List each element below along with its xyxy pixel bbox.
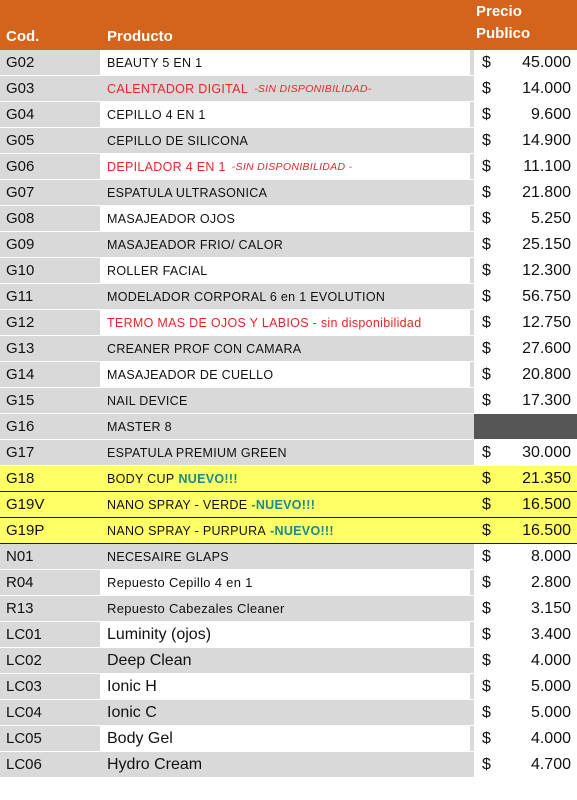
price-value: 14.900 <box>522 131 571 149</box>
new-badge: NUEVO!!! <box>178 471 238 486</box>
product-name: CALENTADOR DIGITAL <box>107 81 249 96</box>
currency-symbol: $ <box>482 755 491 773</box>
price-value: 4.000 <box>530 729 571 747</box>
price-cell <box>474 570 577 595</box>
product-code: LC05 <box>6 730 42 747</box>
currency-symbol: $ <box>482 261 491 279</box>
product-code: LC01 <box>6 626 42 643</box>
product-name: NANO SPRAY - PURPURA <box>107 523 267 538</box>
product-name-cell <box>100 648 470 673</box>
product-name-cell <box>100 50 470 75</box>
currency-symbol: $ <box>482 495 491 513</box>
availability-note: -SIN DISPONIBILIDAD - <box>231 160 353 173</box>
table-header <box>0 0 577 50</box>
product-name-cell <box>100 544 470 569</box>
price-value: 14.000 <box>522 79 571 97</box>
product-name: ROLLER FACIAL <box>107 263 208 278</box>
product-code: G08 <box>6 210 35 227</box>
price-cell <box>474 440 577 465</box>
price-cell <box>474 258 577 283</box>
product-name: Body Gel <box>107 729 173 747</box>
price-cell <box>474 518 577 543</box>
product-code: G15 <box>6 392 35 409</box>
currency-symbol: $ <box>482 469 491 487</box>
new-badge: -NUEVO!!! <box>251 497 316 512</box>
price-value: 3.400 <box>530 625 571 643</box>
table-row <box>0 336 577 362</box>
product-code: G10 <box>6 262 35 279</box>
product-name-cell <box>100 362 470 387</box>
currency-symbol: $ <box>482 235 491 253</box>
price-value: 12.300 <box>522 261 571 279</box>
currency-symbol: $ <box>482 183 491 201</box>
price-value: 45.000 <box>522 53 571 71</box>
product-name-cell <box>100 388 470 413</box>
price-value: 30.000 <box>522 443 571 461</box>
table-row <box>0 622 577 648</box>
currency-symbol: $ <box>482 391 491 409</box>
currency-symbol: $ <box>482 365 491 383</box>
product-name-cell <box>100 570 470 595</box>
product-name-cell <box>100 206 470 231</box>
price-cell <box>474 50 577 75</box>
currency-symbol: $ <box>482 53 491 71</box>
product-name-cell <box>100 596 470 621</box>
price-value: 16.500 <box>522 495 571 513</box>
price-cell <box>474 622 577 647</box>
product-name: TERMO MAS DE OJOS Y LABIOS - sin disponibilidad <box>107 315 422 330</box>
table-row <box>0 596 577 622</box>
product-name-cell <box>100 518 470 543</box>
price-cell <box>474 128 577 153</box>
product-code: LC06 <box>6 756 42 773</box>
price-cell <box>474 388 577 413</box>
table-row <box>0 180 577 206</box>
price-value: 27.600 <box>522 339 571 357</box>
product-name: BEAUTY 5 EN 1 <box>107 55 203 70</box>
price-cell <box>474 648 577 673</box>
price-cell <box>474 414 577 439</box>
product-name-cell <box>100 76 470 101</box>
price-value: 5.000 <box>530 703 571 721</box>
product-code: LC02 <box>6 652 42 669</box>
table-row <box>0 388 577 414</box>
product-name: CEPILLO 4 EN 1 <box>107 107 206 122</box>
price-value: 4.700 <box>530 755 571 773</box>
table-row <box>0 492 577 518</box>
product-code: G02 <box>6 54 35 71</box>
table-row <box>0 518 577 544</box>
price-value: 25.150 <box>522 235 571 253</box>
currency-symbol: $ <box>482 573 491 591</box>
price-cell <box>474 752 577 777</box>
price-value: 21.350 <box>522 469 571 487</box>
header-price-line2: Publico <box>476 25 531 42</box>
currency-symbol: $ <box>482 443 491 461</box>
price-cell <box>474 674 577 699</box>
table-row <box>0 310 577 336</box>
product-name: MASAJEADOR FRIO/ CALOR <box>107 237 284 252</box>
product-name-cell <box>100 752 470 777</box>
product-name-cell <box>100 466 470 491</box>
product-name: BODY CUP <box>107 471 175 486</box>
product-name: CEPILLO DE SILICONA <box>107 133 249 148</box>
product-code: G06 <box>6 158 35 175</box>
product-name: Repuesto Cepillo 4 en 1 <box>107 575 253 590</box>
product-name-cell <box>100 492 470 517</box>
product-name-cell <box>100 622 470 647</box>
product-code: G03 <box>6 80 35 97</box>
product-name: DEPILADOR 4 EN 1 <box>107 159 226 174</box>
table-row <box>0 700 577 726</box>
product-name: Hydro Cream <box>107 755 203 773</box>
price-cell <box>474 700 577 725</box>
product-code: R04 <box>6 574 34 591</box>
product-code: G16 <box>6 418 35 435</box>
product-code: G09 <box>6 236 35 253</box>
currency-symbol: $ <box>482 625 491 643</box>
product-name: Deep Clean <box>107 651 192 669</box>
product-name-cell <box>100 726 470 751</box>
price-cell <box>474 544 577 569</box>
table-row <box>0 752 577 778</box>
table-row <box>0 206 577 232</box>
price-cell <box>474 310 577 335</box>
product-name: Ionic C <box>107 703 157 721</box>
currency-symbol: $ <box>482 105 491 123</box>
product-name: MODELADOR CORPORAL 6 en 1 EVOLUTION <box>107 289 386 304</box>
table-row <box>0 544 577 570</box>
product-name: Luminity (ojos) <box>107 625 212 643</box>
product-name-cell <box>100 336 470 361</box>
price-value: 2.800 <box>530 573 571 591</box>
table-row <box>0 414 577 440</box>
currency-symbol: $ <box>482 703 491 721</box>
product-name-cell <box>100 284 470 309</box>
product-name: MASTER 8 <box>107 419 172 434</box>
product-name-cell <box>100 102 470 127</box>
product-name: NANO SPRAY - VERDE <box>107 497 248 512</box>
product-name-cell <box>100 128 470 153</box>
product-name-cell <box>100 180 470 205</box>
price-value: 4.000 <box>530 651 571 669</box>
price-cell <box>474 154 577 179</box>
table-row <box>0 648 577 674</box>
header-price-line1: Precio <box>476 3 522 20</box>
product-code: G19P <box>6 522 45 539</box>
table-row <box>0 128 577 154</box>
price-value: 12.750 <box>522 313 571 331</box>
price-value: 5.250 <box>530 209 571 227</box>
price-cell <box>474 284 577 309</box>
header-code: Cod. <box>6 28 40 45</box>
product-name: ESPATULA ULTRASONICA <box>107 185 268 200</box>
table-row <box>0 726 577 752</box>
product-name-cell <box>100 258 470 283</box>
currency-symbol: $ <box>482 209 491 227</box>
product-code: LC03 <box>6 678 42 695</box>
product-code: N01 <box>6 548 34 565</box>
product-name: Ionic H <box>107 677 157 695</box>
price-value: 8.000 <box>530 547 571 565</box>
table-row <box>0 440 577 466</box>
product-code: G07 <box>6 184 35 201</box>
product-code: G11 <box>6 288 34 305</box>
product-code: G12 <box>6 314 35 331</box>
product-code: R13 <box>6 600 34 617</box>
currency-symbol: $ <box>482 677 491 695</box>
currency-symbol: $ <box>482 313 491 331</box>
product-code: G04 <box>6 106 35 123</box>
product-name-cell <box>100 674 470 699</box>
product-code: G13 <box>6 340 35 357</box>
currency-symbol: $ <box>482 157 491 175</box>
price-cell <box>474 102 577 127</box>
price-cell <box>474 726 577 751</box>
price-value: 3.150 <box>530 599 571 617</box>
currency-symbol: $ <box>482 547 491 565</box>
table-body <box>0 50 577 778</box>
product-name-cell <box>100 440 470 465</box>
currency-symbol: $ <box>482 79 491 97</box>
currency-symbol: $ <box>482 599 491 617</box>
table-row <box>0 284 577 310</box>
price-cell <box>474 466 577 491</box>
product-name: NECESAIRE GLAPS <box>107 549 229 564</box>
product-code: G19V <box>6 496 45 513</box>
product-name-cell <box>100 310 470 335</box>
table-row <box>0 674 577 700</box>
price-cell <box>474 76 577 101</box>
table-row <box>0 50 577 76</box>
product-name: CREANER PROF CON CAMARA <box>107 341 302 356</box>
price-cell <box>474 336 577 361</box>
availability-note: -SIN DISPONIBILIDAD- <box>254 82 372 95</box>
product-code: G14 <box>6 366 35 383</box>
price-cell <box>474 232 577 257</box>
product-name: MASAJEADOR OJOS <box>107 211 236 226</box>
table-row <box>0 76 577 102</box>
product-code: G17 <box>6 444 35 461</box>
price-value: 21.800 <box>522 183 571 201</box>
table-row <box>0 466 577 492</box>
currency-symbol: $ <box>482 131 491 149</box>
price-value: 9.600 <box>530 105 571 123</box>
product-name: MASAJEADOR DE CUELLO <box>107 367 274 382</box>
header-price <box>476 1 530 45</box>
table-row <box>0 154 577 180</box>
table-row <box>0 258 577 284</box>
price-cell <box>474 362 577 387</box>
currency-symbol: $ <box>482 651 491 669</box>
price-value: 16.500 <box>522 521 571 539</box>
price-value: 56.750 <box>522 287 571 305</box>
product-name-cell <box>100 700 470 725</box>
table-row <box>0 362 577 388</box>
new-badge: -NUEVO!!! <box>270 523 334 538</box>
product-name: NAIL DEVICE <box>107 393 188 408</box>
price-value: 5.000 <box>530 677 571 695</box>
price-cell <box>474 596 577 621</box>
table-row <box>0 570 577 596</box>
product-name: Repuesto Cabezales Cleaner <box>107 601 285 616</box>
price-value: 20.800 <box>522 365 571 383</box>
product-name-cell <box>100 232 470 257</box>
product-name: ESPATULA PREMIUM GREEN <box>107 445 287 460</box>
product-code: LC04 <box>6 704 42 721</box>
price-cell <box>474 180 577 205</box>
currency-symbol: $ <box>482 287 491 305</box>
product-name-cell <box>100 414 470 439</box>
header-product: Producto <box>107 28 173 45</box>
table-row <box>0 102 577 128</box>
price-cell <box>474 206 577 231</box>
currency-symbol: $ <box>482 521 491 539</box>
product-code: G05 <box>6 132 35 149</box>
price-cell <box>474 492 577 517</box>
currency-symbol: $ <box>482 729 491 747</box>
product-name-cell <box>100 154 470 179</box>
price-value: 11.100 <box>523 157 571 175</box>
table-row <box>0 232 577 258</box>
price-value: 17.300 <box>522 391 571 409</box>
product-code: G18 <box>6 470 35 487</box>
currency-symbol: $ <box>482 339 491 357</box>
